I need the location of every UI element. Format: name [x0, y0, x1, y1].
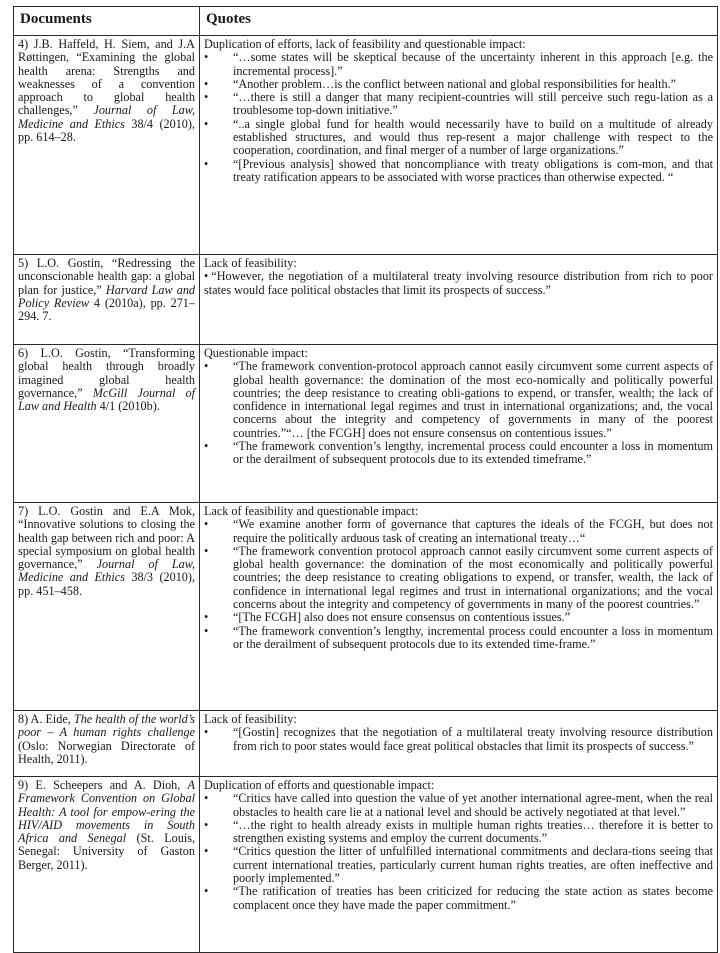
quote-text: “…the right to health already exists in multiple human rights treaties… therefore it is better to strengthen existing systems and employ the current documents.”	[233, 817, 713, 846]
critique-category: Questionable impact:	[204, 346, 308, 360]
citation-text: 9) E. Scheepers and A. Dioh,	[18, 778, 188, 792]
citation-text: 5) L.O. Gostin, “Redressing the unconscionable health gap: a global plan for justice,”	[18, 256, 195, 297]
citation-text: 7) L.O. Gostin and E.A Mok, “Innovative solutions to closing the health gap between rich and poor: A special symposium on global health governance,”	[18, 504, 195, 572]
quotes-cell	[200, 345, 718, 503]
citation-text: 38/4 (2010), pp. 614–28.	[18, 116, 195, 145]
bullet-icon: •	[204, 76, 209, 91]
citation-source-title: A Framework Convention on Global Health: A tool for empow-ering the HIV/AID movements in South Africa and Senegal	[18, 778, 195, 846]
bullet-icon: •	[204, 610, 209, 625]
quote-item	[204, 792, 713, 819]
critique-category: Duplication of efforts and questionable impact:	[204, 778, 435, 792]
document-citation	[14, 503, 200, 711]
table-row	[14, 36, 718, 255]
quote-text: “Another problem…is the conflict between national and global responsibilities for health.”	[233, 76, 677, 91]
quote-item	[204, 360, 713, 440]
bullet-icon: •	[204, 817, 209, 832]
critique-category: Duplication of efforts, lack of feasibility and questionable impact:	[204, 37, 526, 51]
table-row	[14, 503, 718, 711]
quote-text: “Critics have called into question the value of yet another international agree-ment, when the real obstacles to health care lie at a national level and should be actively negotiated at that level.”	[233, 791, 713, 819]
quote-list	[204, 360, 713, 466]
document-citation	[14, 345, 200, 503]
table-row	[14, 345, 718, 503]
table-header-row	[14, 7, 718, 36]
quote-item	[204, 885, 713, 912]
table-row	[14, 255, 718, 345]
quote-list	[204, 792, 713, 912]
citation-source-title: McGill Journal of Law and Health	[18, 385, 195, 414]
citation-text: 4) J.B. Haffeld, H. Siem, and J.A Røttingen, “Examining the global health arena: Strengths and weaknesses of a convention approach to global health challenges,”	[18, 37, 195, 118]
document-citation	[14, 711, 200, 777]
quote-list	[204, 518, 713, 651]
quote-item	[204, 51, 713, 78]
citation-text: 4/1 (2010b).	[96, 399, 160, 414]
quotes-table	[13, 6, 718, 953]
bullet-icon: •	[204, 50, 209, 65]
critique-category: Lack of feasibility and questionable impact:	[204, 504, 419, 518]
quote-item	[204, 440, 713, 467]
document-citation	[14, 255, 200, 345]
bullet-icon: •	[204, 844, 209, 859]
citation-text: 8) A. Eide,	[18, 712, 74, 726]
citation-source-title: Harvard Law and Policy Review	[18, 282, 196, 310]
quote-text: “The framework convention protocol approach cannot easily circumvent some current aspects of global health governance: the domination of the most economically and politically powerful countries; the deep resistance to creating obligations to expend, or transfer, wealth, the lack of confidence in international legal regimes and trust in international organizations; and the vocal concerns about the integrity and competency of governments in many of the poorest countries.”	[233, 543, 713, 612]
quote-item	[204, 118, 713, 158]
quote-text: “[Gostin] recognizes that the negotiation of a multilateral treaty involving resource distribution from rich to poor states would face great political obstacles that limit its prospects of success.”	[233, 725, 713, 753]
documents-column-header: Documents	[14, 7, 200, 36]
quote-text: “Critics question the litter of unfulfilled international commitments and declara-tions seeing that current international treaties, particularly current human rights treaties, are often ineffective and poorly implemented.”	[233, 844, 713, 886]
quotes-cell	[200, 503, 718, 711]
quote-text: “…there is still a danger that many recipient-countries will still perceive such regu-lation as a troublesome top-down initiative.”	[233, 90, 713, 118]
bullet-icon: •	[204, 156, 209, 171]
bullet-icon: •	[204, 884, 209, 899]
citation-source-title: Journal of Law, Medicine and Ethics	[18, 103, 195, 131]
quote-list	[204, 726, 713, 753]
bullet-icon: •	[204, 517, 209, 532]
bullet-icon: •	[204, 269, 209, 284]
quote-item	[204, 518, 713, 545]
quote-item	[204, 726, 713, 753]
quote-text: “The framework convention-protocol approach cannot easily circumvent some current aspects of global health governance: the domination of the most eco-nomically and politically powerful countries; the deep resistance to creating obli-gations to expend, or transfer, wealth; the lack of confidence in international legal regimes and trust in international organizations; and, the vocal concerns about the integrity and competency of governments in many of the poorest countries.”“… [the FCGH] does not ensure consensus on contentious issues.”	[233, 359, 713, 440]
quote-item	[204, 611, 713, 624]
quote-item	[204, 158, 713, 185]
critique-category: Lack of feasibility:	[204, 712, 297, 726]
quotes-cell	[200, 255, 718, 345]
table-row	[14, 711, 718, 777]
quote-text: “…some states will be skeptical because of the uncertainty inherent in this approach [e.g. the incremental process].”	[233, 50, 713, 78]
quote-item	[204, 545, 713, 611]
quote-text: “The ratification of treaties has been criticized for reducing the state action as states become complacent once they have made the paper commitment.”	[233, 884, 713, 912]
critique-category: Lack of feasibility:	[204, 256, 297, 270]
quote-list	[204, 270, 713, 297]
quote-item	[204, 845, 713, 885]
quote-text: “However, the negotiation of a multilateral treaty involving resource distribution from rich to poor states would face political obstacles that limit its prospects of success.”	[204, 269, 713, 297]
quotes-cell	[200, 36, 718, 255]
quote-item	[204, 625, 713, 652]
bullet-icon: •	[204, 543, 209, 558]
quote-item	[204, 91, 713, 118]
quote-text: “The framework convention’s lengthy, incremental process could encounter a loss in momentum or the derailment of subsequent protocols due to its extended timeframe.”	[233, 439, 713, 467]
quote-item	[204, 270, 713, 297]
quote-text: “The framework convention’s lengthy, incremental process could encounter a loss in momentum or the derailment of subsequent protocols due to its extended time-frame.”	[233, 623, 713, 651]
quote-item	[204, 819, 713, 846]
bullet-icon: •	[204, 791, 209, 806]
quote-text: “[The FCGH] also does not ensure consensus on contentious issues.”	[233, 610, 571, 625]
quote-text: “[Previous analysis] showed that noncompliance with treaty obligations is com-mon, and that treaty ratification appears to be associated with worse practices than otherwise expected. “	[233, 156, 713, 184]
bullet-icon: •	[204, 623, 209, 638]
citation-text: 4 (2010a), pp. 271–294. 7.	[18, 295, 195, 324]
bullet-icon: •	[204, 439, 209, 454]
quote-item	[204, 78, 713, 91]
citation-text: (St. Louis, Senegal: University of Gaston Berger, 2011).	[18, 831, 195, 872]
quote-list	[204, 51, 713, 184]
table-row	[14, 777, 718, 953]
citation-text: 6) L.O. Gostin, “Transforming global health through broadly imagined global health governance,”	[18, 346, 195, 400]
citation-source-title: The health of the world’s poor – A human rights challenge	[18, 712, 195, 740]
quotes-cell	[200, 711, 718, 777]
bullet-icon: •	[204, 359, 209, 374]
bullet-icon: •	[204, 90, 209, 105]
document-citation	[14, 36, 200, 255]
quote-text: “We examine another form of governance that captures the ideals of the FCGH, but does not require the politically arduous task of creating an international treaty…“	[233, 517, 713, 545]
citation-text: 38/3 (2010), pp. 451–458.	[18, 570, 195, 598]
quotes-column-header: Quotes	[200, 7, 718, 36]
citation-text: (Oslo: Norwegian Directorate of Health, 2011).	[18, 738, 195, 766]
quote-text: “..a single global fund for health would necessarily have to build on a multitude of already established structures, and would thus rep-resent a major challenge with respect to the cooperation, coordination, and final merger of a number of large organizations.”	[233, 116, 713, 158]
bullet-icon: •	[204, 725, 209, 740]
document-citation	[14, 777, 200, 953]
citation-source-title: Journal of Law, Medicine and Ethics	[18, 557, 195, 585]
bullet-icon: •	[204, 116, 209, 131]
quotes-cell	[200, 777, 718, 953]
